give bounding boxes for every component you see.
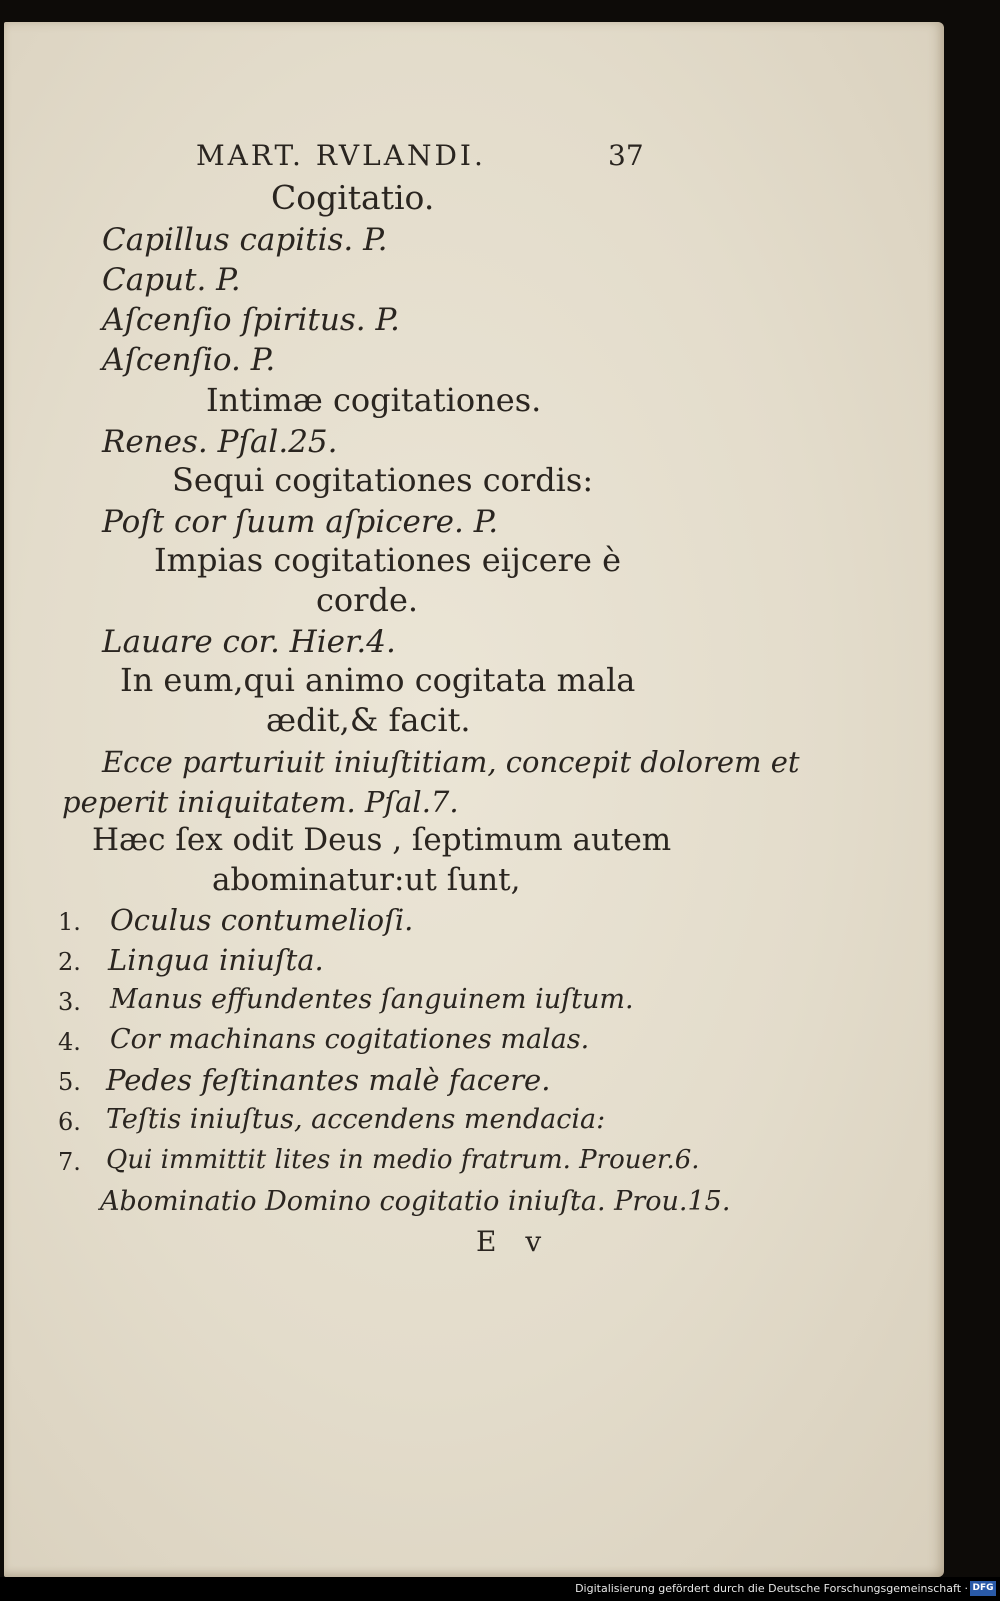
list-item: Oculus contumelioſi.	[110, 903, 414, 937]
list-item: Lingua iniuſta.	[108, 943, 324, 977]
section-heading: Sequi cogitationes cordis:	[172, 461, 594, 499]
running-title: MART. RVLANDI.	[196, 139, 486, 172]
section-heading: ædit,& facit.	[266, 701, 471, 739]
dfg-logo: DFG	[970, 1581, 996, 1596]
list-number: 4.	[58, 1028, 81, 1056]
section-heading: Impias cogitationes eijcere è	[154, 541, 622, 579]
text-line: Lauare cor. Hier.4.	[102, 624, 396, 660]
page-number: 37	[608, 139, 644, 172]
closing-line: Abominatio Domino cogitatio iniuſta. Prou.15.	[100, 1186, 731, 1217]
section-heading: abominatur:ut ſunt,	[212, 862, 521, 898]
text-line: Capillus capitis. P.	[102, 222, 388, 258]
heading-cogitatio: Cogitatio.	[271, 178, 435, 217]
list-number: 5.	[58, 1068, 81, 1096]
footer-text: Digitalisierung gefördert durch die Deutsche Forschungsgemeinschaft ·	[575, 1582, 968, 1595]
list-item: Pedes feſtinantes malè facere.	[106, 1063, 551, 1097]
text-line: peperit iniquitatem. Pſal.7.	[62, 785, 459, 819]
text-line: Poſt cor ſuum aſpicere. P.	[102, 504, 499, 540]
list-number: 6.	[58, 1108, 81, 1136]
list-item: Teſtis iniuſtus, accendens mendacia:	[106, 1104, 606, 1135]
book-page	[4, 22, 944, 1577]
list-number: 1.	[58, 908, 81, 936]
section-heading: In eum,qui animo cogitata mala	[120, 661, 636, 699]
signature-mark: E v	[476, 1225, 552, 1258]
section-heading: Hæc ſex odit Deus , ſeptimum autem	[92, 822, 672, 858]
section-heading: Intimæ cogitationes.	[206, 381, 542, 419]
text-line: Aſcenſio. P.	[102, 342, 276, 378]
list-item: Qui immittit lites in medio fratrum. Prouer.6.	[106, 1145, 700, 1175]
list-number: 2.	[58, 948, 81, 976]
list-number: 3.	[58, 988, 81, 1016]
text-line: Renes. Pſal.25.	[102, 424, 338, 460]
digitization-footer	[0, 1577, 1000, 1601]
list-item: Manus effundentes ſanguinem iuſtum.	[110, 984, 634, 1015]
text-line: Caput. P.	[102, 262, 241, 298]
section-heading: corde.	[316, 581, 419, 619]
list-number: 7.	[58, 1148, 81, 1176]
list-item: Cor machinans cogitationes malas.	[110, 1024, 590, 1055]
text-line: Ecce parturiuit iniuſtitiam, concepit dolorem et	[102, 745, 800, 779]
text-line: Aſcenſio ſpiritus. P.	[102, 302, 400, 338]
